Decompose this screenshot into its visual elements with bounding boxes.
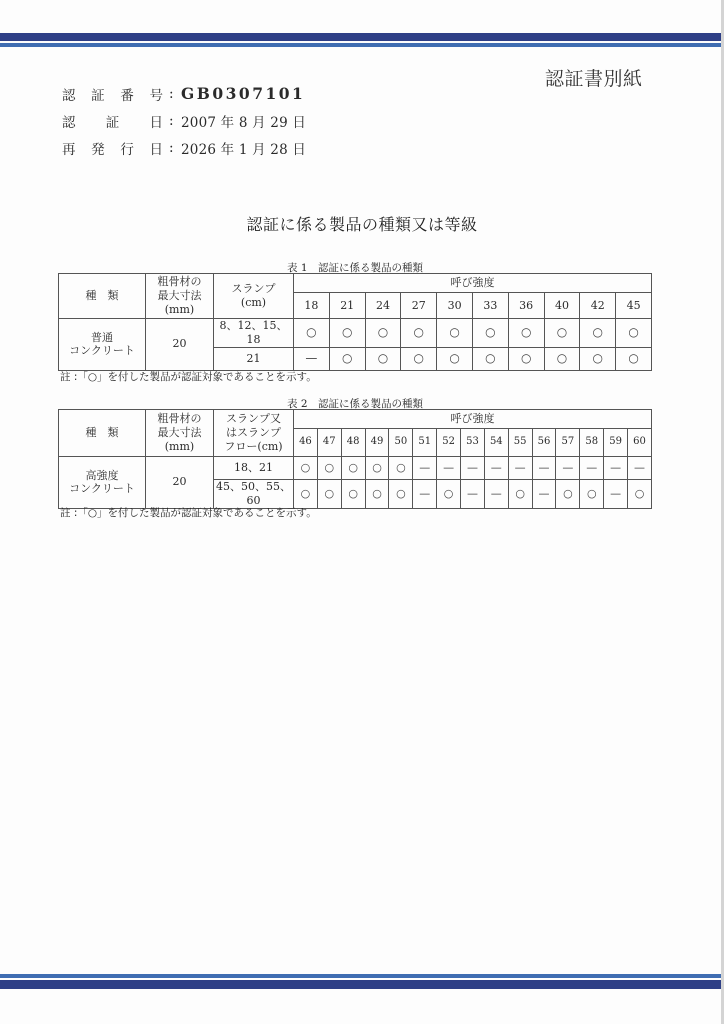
certificate-meta xyxy=(62,80,306,161)
mark-cell: — xyxy=(413,480,437,509)
mark-cell: ○ xyxy=(317,457,341,480)
mark-cell: — xyxy=(628,457,652,480)
header-line: 粗骨材の xyxy=(157,275,202,289)
table2-note: 註 :「○」を付した製品が認証対象であることを示す。 xyxy=(60,507,317,519)
meta-colon: : xyxy=(169,85,174,102)
reissue-date: 2026 年 1 月 28 日 xyxy=(181,141,307,158)
key-char: 日 xyxy=(149,114,163,131)
table1 xyxy=(58,273,652,371)
strength-header: 56 xyxy=(532,429,556,457)
mark-cell: ○ xyxy=(341,480,365,509)
mark-cell: — xyxy=(484,457,508,480)
key-char: 認 xyxy=(62,87,76,104)
mark-cell: ○ xyxy=(556,480,580,509)
mark-cell: — xyxy=(532,457,556,480)
mark-cell: ○ xyxy=(365,457,389,480)
header-line: 粗骨材の xyxy=(157,412,202,426)
mark-cell: ○ xyxy=(616,319,652,348)
mark-cell: — xyxy=(604,457,628,480)
mark-cell: ○ xyxy=(580,347,616,370)
header-line: はスランプ xyxy=(226,426,281,440)
strength-header: 59 xyxy=(604,429,628,457)
strength-header: 49 xyxy=(365,429,389,457)
header-strength-group: 呼び強度 xyxy=(294,274,652,293)
table2 xyxy=(58,409,652,509)
mark-cell: ○ xyxy=(580,319,616,348)
slump-value: 45、50、55、60 xyxy=(214,480,294,509)
header-kind: 種 類 xyxy=(59,274,146,319)
header-stripe-dark xyxy=(0,33,721,41)
product-kind xyxy=(59,319,146,371)
strength-header: 24 xyxy=(365,293,401,319)
mark-cell: ○ xyxy=(580,480,604,509)
table1-note: 註 :「○」を付した製品が認証対象であることを示す。 xyxy=(60,371,317,383)
footer-stripe-light xyxy=(0,974,721,978)
mark-cell: — xyxy=(461,457,485,480)
key-char: 号 xyxy=(149,87,163,104)
mark-cell: ○ xyxy=(294,457,318,480)
slump-value: 8、12、15、18 xyxy=(214,319,294,348)
mark-cell: ○ xyxy=(437,480,461,509)
key-char: 発 xyxy=(91,141,105,158)
mark-cell: — xyxy=(413,457,437,480)
header-line: (mm) xyxy=(164,439,195,453)
meta-key xyxy=(62,138,169,158)
strength-header: 47 xyxy=(317,429,341,457)
meta-key xyxy=(62,84,169,104)
mark-cell: ○ xyxy=(389,480,413,509)
mark-cell: ○ xyxy=(508,480,532,509)
header-line: スランプ xyxy=(231,282,276,296)
key-char: 日 xyxy=(149,141,163,158)
strength-header: 52 xyxy=(437,429,461,457)
header-slump xyxy=(214,274,294,319)
strength-header: 57 xyxy=(556,429,580,457)
strength-header: 36 xyxy=(508,293,544,319)
header-line: (cm) xyxy=(240,296,267,309)
header-strength-group: 呼び強度 xyxy=(294,410,652,429)
strength-header: 42 xyxy=(580,293,616,319)
meta-certificate-number xyxy=(62,80,306,107)
table-row xyxy=(59,319,652,348)
document-label: 認証書別紙 xyxy=(545,68,643,90)
strength-header: 60 xyxy=(628,429,652,457)
mark-cell: ○ xyxy=(389,457,413,480)
mark-cell: — xyxy=(294,347,330,370)
strength-header: 27 xyxy=(401,293,437,319)
meta-certification-date xyxy=(62,107,306,134)
header-slump xyxy=(214,410,294,457)
aggregate-size: 20 xyxy=(146,457,214,509)
product-line: コンクリート xyxy=(69,344,135,358)
meta-key xyxy=(62,111,169,131)
meta-reissue-date xyxy=(62,134,306,161)
strength-header: 21 xyxy=(329,293,365,319)
mark-cell: — xyxy=(532,480,556,509)
key-char: 再 xyxy=(62,141,76,158)
aggregate-size: 20 xyxy=(146,319,214,371)
certificate-number: GB0307101 xyxy=(181,84,306,103)
strength-header: 53 xyxy=(461,429,485,457)
mark-cell: ○ xyxy=(437,347,473,370)
slump-value: 18、21 xyxy=(214,457,294,480)
mark-cell: — xyxy=(484,480,508,509)
header-aggregate xyxy=(146,410,214,457)
meta-colon: : xyxy=(169,139,174,156)
strength-header: 45 xyxy=(616,293,652,319)
header-stripe-light xyxy=(0,43,721,47)
footer-stripe-dark xyxy=(0,980,721,989)
mark-cell: ○ xyxy=(544,347,580,370)
strength-header: 40 xyxy=(544,293,580,319)
table-row xyxy=(59,457,652,480)
strength-header: 33 xyxy=(472,293,508,319)
mark-cell: ○ xyxy=(472,319,508,348)
header-line: スランプ又 xyxy=(226,412,281,426)
mark-cell: — xyxy=(556,457,580,480)
product-kind xyxy=(59,457,146,509)
strength-header: 50 xyxy=(389,429,413,457)
mark-cell: ○ xyxy=(341,457,365,480)
strength-header: 54 xyxy=(484,429,508,457)
strength-header: 46 xyxy=(294,429,318,457)
slump-value: 21 xyxy=(214,347,294,370)
strength-header: 55 xyxy=(508,429,532,457)
mark-cell: ○ xyxy=(544,319,580,348)
mark-cell: ○ xyxy=(628,480,652,509)
header-line: 最大寸法 xyxy=(157,426,202,440)
strength-header: 48 xyxy=(341,429,365,457)
key-char: 証 xyxy=(105,114,120,131)
header-aggregate xyxy=(146,274,214,319)
strength-header: 58 xyxy=(580,429,604,457)
mark-cell: — xyxy=(508,457,532,480)
header-line: 最大寸法 xyxy=(157,289,202,303)
mark-cell: — xyxy=(437,457,461,480)
table2-caption: 表 2 認証に係る製品の種類 xyxy=(286,398,424,410)
strength-header: 18 xyxy=(294,293,330,319)
page-title: 認証に係る製品の種類又は等級 xyxy=(246,215,478,234)
key-char: 行 xyxy=(120,141,134,158)
mark-cell: ○ xyxy=(317,480,341,509)
mark-cell: ○ xyxy=(616,347,652,370)
table1-caption: 表 1 認証に係る製品の種類 xyxy=(286,262,424,274)
mark-cell: — xyxy=(461,480,485,509)
mark-cell: — xyxy=(580,457,604,480)
mark-cell: ○ xyxy=(472,347,508,370)
key-char: 番 xyxy=(120,87,134,104)
strength-header: 51 xyxy=(413,429,437,457)
mark-cell: ○ xyxy=(329,319,365,348)
meta-colon: : xyxy=(169,112,174,129)
mark-cell: ○ xyxy=(508,347,544,370)
product-line: 普通 xyxy=(91,330,113,344)
header-line: (mm) xyxy=(164,302,195,316)
mark-cell: ○ xyxy=(401,319,437,348)
mark-cell: ○ xyxy=(437,319,473,348)
header-kind: 種 類 xyxy=(59,410,146,457)
mark-cell: ○ xyxy=(365,347,401,370)
mark-cell: ○ xyxy=(365,480,389,509)
header-line: フロー(cm) xyxy=(224,439,283,453)
mark-cell: — xyxy=(604,480,628,509)
mark-cell: ○ xyxy=(329,347,365,370)
mark-cell: ○ xyxy=(508,319,544,348)
key-char: 証 xyxy=(91,87,105,104)
product-line: コンクリート xyxy=(69,482,135,496)
mark-cell: ○ xyxy=(294,319,330,348)
mark-cell: ○ xyxy=(294,480,318,509)
certification-date: 2007 年 8 月 29 日 xyxy=(181,114,307,131)
strength-header: 30 xyxy=(437,293,473,319)
mark-cell: ○ xyxy=(365,319,401,348)
key-char: 認 xyxy=(62,114,76,131)
mark-cell: ○ xyxy=(401,347,437,370)
product-line: 高強度 xyxy=(85,468,119,482)
